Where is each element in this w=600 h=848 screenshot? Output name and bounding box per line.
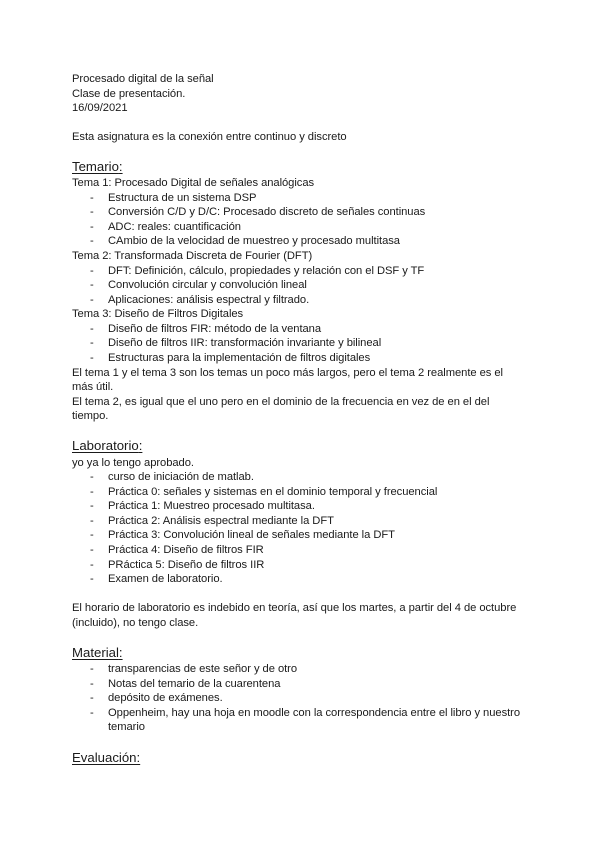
list-bullet: - [90,352,94,364]
tema1-title: Tema 1: Procesado Digital de señales analógicas [72,177,315,189]
list-item: Notas del temario de la cuarentena [108,678,281,690]
list-item: Convolución circular y convolución lineal [108,279,307,291]
document-subtitle: Clase de presentación. [72,88,186,100]
laboratorio-note: El horario de laboratorio es indebido en teoría, así que los martes, a partir del 4 de octubre [72,602,517,614]
document-date: 16/09/2021 [72,102,128,114]
list-bullet: - [90,707,94,719]
evaluacion-heading-colon: : [136,750,141,765]
list-item: Estructura de un sistema DSP [108,192,257,204]
list-bullet: - [90,221,94,233]
list-item: transparencias de este señor y de otro [108,663,298,675]
list-bullet: - [90,323,94,335]
laboratorio-heading [72,438,142,454]
temario-note: tiempo. [72,410,109,422]
list-bullet: - [90,678,94,690]
list-item: Práctica 2: Análisis espectral mediante la DFT [108,515,334,527]
list-bullet: - [90,279,94,291]
tema2-title: Tema 2: Transformada Discreta de Fourier (DFT) [72,250,313,262]
list-bullet: - [90,235,94,247]
list-item: ADC: reales: cuantificación [108,221,241,233]
list-item: depósito de exámenes. [108,692,223,704]
list-bullet: - [90,192,94,204]
temario-heading-colon: : [118,159,123,174]
list-item-continuation: temario [108,721,145,733]
temario-note: El tema 2, es igual que el uno pero en el dominio de la frecuencia en vez de en el del [72,396,490,408]
material-heading [72,645,123,661]
evaluacion-heading-label: Evaluación [72,750,137,765]
evaluacion-heading [72,750,140,766]
list-bullet: - [90,573,94,585]
list-bullet: - [90,294,94,306]
list-item: curso de iniciación de matlab. [108,471,254,483]
list-bullet: - [90,486,94,498]
list-item: Diseño de filtros IIR: transformación invariante y bilineal [108,337,382,349]
list-item: Práctica 4: Diseño de filtros FIR [108,544,264,556]
list-bullet: - [90,529,94,541]
list-bullet: - [90,544,94,556]
laboratorio-heading-label: Laboratorio [72,438,139,453]
temario-heading [72,159,123,175]
temario-note: El tema 1 y el tema 3 son los temas un poco más largos, pero el tema 2 realmente es el [72,367,503,379]
list-bullet: - [90,471,94,483]
list-bullet: - [90,692,94,704]
list-item: Oppenheim, hay una hoja en moodle con la correspondencia entre el libro y nuestro [108,707,521,719]
list-item: DFT: Definición, cálculo, propiedades y relación con el DSF y TF [108,265,425,277]
list-item: Estructuras para la implementación de filtros digitales [108,352,371,364]
list-bullet: - [90,337,94,349]
laboratorio-status: yo ya lo tengo aprobado. [72,457,194,469]
list-bullet: - [90,663,94,675]
list-item: PRáctica 5: Diseño de filtros IIR [108,559,265,571]
list-bullet: - [90,265,94,277]
list-item: Examen de laboratorio. [108,573,223,585]
laboratorio-note: (incluido), no tengo clase. [72,617,199,629]
list-item: CAmbio de la velocidad de muestreo y procesado multitasa [108,235,400,247]
list-bullet: - [90,500,94,512]
list-item: Aplicaciones: análisis espectral y filtrado. [108,294,310,306]
material-heading-colon: : [118,645,123,660]
material-heading-label: Material [72,645,119,660]
list-item: Práctica 3: Convolución lineal de señales mediante la DFT [108,529,395,541]
list-bullet: - [90,515,94,527]
temario-note: más útil. [72,381,114,393]
list-bullet: - [90,206,94,218]
list-bullet: - [90,559,94,571]
list-item: Diseño de filtros FIR: método de la ventana [108,323,322,335]
laboratorio-heading-colon: : [138,438,143,453]
tema3-title: Tema 3: Diseño de Filtros Digitales [72,308,244,320]
list-item: Conversión C/D y D/C: Procesado discreto de señales continuas [108,206,426,218]
document-title: Procesado digital de la señal [72,73,214,85]
list-item: Práctica 1: Muestreo procesado multitasa. [108,500,315,512]
list-item: Práctica 0: señales y sistemas en el dominio temporal y frecuencial [108,486,438,498]
intro-text: Esta asignatura es la conexión entre continuo y discreto [72,131,347,143]
temario-heading-label: Temario [72,159,119,174]
